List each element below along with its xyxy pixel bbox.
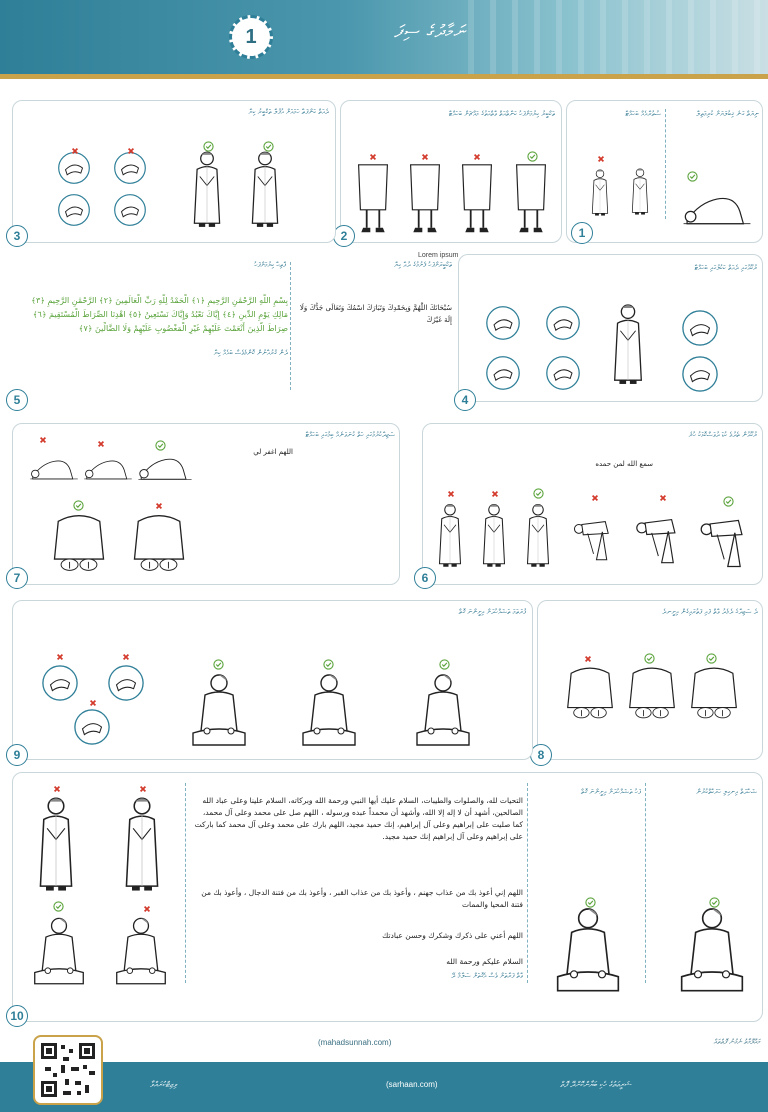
figure-standing-1 [589,163,611,223]
figure-tashahhud-wrong-2 [113,795,171,895]
footer-bar [0,1062,768,1112]
panel-10-divider-3 [645,783,646,983]
panel-number-1: 1 [571,222,593,244]
panel-number-9: 9 [6,744,28,766]
check-icon [53,901,64,912]
check-icon [687,171,698,182]
figure-sit-wrong-2 [107,663,145,703]
check-icon [723,496,734,507]
figure-sit-wrong-3 [73,707,111,747]
check-icon [439,659,450,670]
panel-10-divider-2 [527,783,528,983]
panel-10-divider-1 [185,783,186,983]
ruku-dhikr: سمع الله لمن حمده [595,460,653,468]
panel-7 [12,423,400,585]
figure-hand-detail-6 [681,355,719,393]
panel-5 [14,258,454,404]
check-icon [263,141,274,152]
panel-10-salam-note: ވާތް ފަރާތަށް ވެސް އެގޮތަށް ސަލާމް ދޭ [451,972,523,980]
check-icon [73,500,84,511]
footer-text-left: ވިޒިޓްކުރައްވާ [150,1080,177,1089]
check-icon [644,653,655,664]
panel-10-mid-text: ފަހު ތަޝައްހުދަށް އިށީންނަ ގޮތް [580,788,641,796]
footer-caption: މައުލޫމާތު ނެގުނު ފޮތްތައް [713,1038,760,1046]
figure-sujood-wrong-2 [83,450,133,484]
figure-hand-detail-3 [485,355,521,391]
check-icon [527,151,538,162]
cross-icon [143,905,151,913]
panel-10 [12,772,763,1022]
panel-6-text: ރުކޫޢުން ތެދުވެ ކުޑަ ދުވަސްކޮޅަކު ހުރެ [688,431,757,439]
figure-sujood-correct [137,448,193,484]
cross-icon [53,785,61,793]
cross-icon [155,502,163,510]
check-icon [585,897,596,908]
opening-dua: سُبْحَانَكَ اللَّهُمَّ وَبِحَمْدِكَ وَتَبَارَكَ اسْمُكَ وَتَعَالَى جَدُّكَ وَلَا إِلَهَ غَيْرُكَ [299,304,452,324]
panel-1 [566,100,763,243]
panel-8 [537,600,763,760]
page-title: ނަމާދުގެ ސިފަ [394,22,466,42]
figure-sit-wrong-1 [41,663,79,703]
figure-ruku-wrong-3 [523,500,553,572]
figure-tashahhud-correct [31,913,87,991]
qr-code[interactable] [33,1035,103,1105]
panel-5-note: ދެން ޤުރުއާނުން ކޮންމެވެސް ބައެއް ކިޔާ [213,349,288,357]
sujood-dhikr: اللهم اغفر لي [253,448,293,456]
figure-ruku-wrong-2 [479,500,509,572]
figure-prostrate [677,185,757,229]
panel-5-heading: ފާތިޙާ ކިޔުމަށްފަހު [254,261,286,269]
figure-final-sit-1 [553,903,623,999]
footer-text-right: ޝަރީޢަތުގެ ހެކި ބަޔާންކޮށްދޭ ފޮތް [560,1080,632,1089]
check-icon [706,653,717,664]
check-icon [213,659,224,670]
header-divider [0,74,768,79]
figure-sit-back-1 [564,663,616,723]
panel-7-text: ސަޖިދާކުރުމުގައި ހަތް ގުނަވަނެއް ބިމުގައި ބަހައްޓާ [305,431,395,439]
panel-6 [422,423,763,585]
qr-code-pattern [35,1037,101,1103]
figure-sit-correct-1 [189,671,249,751]
panel-10-right-text: ޝަހާދަތް އިނގިލި ހަރަކާތްކުރުން [696,788,757,796]
cross-icon [39,436,47,444]
cross-icon [659,494,667,502]
figure-sit-correct-3 [413,671,473,751]
figure-takbir-2 [247,149,283,231]
fatiha-line-3: صِرَاطَ الَّذِينَ أَنْعَمْتَ عَلَيْهِمْ غَيْرِ الْمَغْضُوبِ عَلَيْهِمْ وَلَا الضَّالِّينَ ﴿٧﴾ [78,324,288,333]
figure-hand-detail-5 [681,309,719,347]
cross-icon [584,655,592,663]
fatiha-line-1: بِسْمِ اللَّهِ الرَّحْمَٰنِ الرَّحِيمِ ﴿١﴾ الْحَمْدُ لِلَّهِ رَبِّ الْعَالَمِينَ ﴿٢﴾ الرَّحْمَٰنِ الرَّحِيمِ ﴿٣﴾ [31,296,288,305]
panel-5-divider [290,262,291,390]
cross-icon [56,653,64,661]
panel-2-text: ތަކްބީރު ކިޔުމަށްފަހު ކަނާތްއަތް ވާތްއަތުގެ މައްޗަށް ބަހައްޓާ [448,110,555,118]
figure-sit-correct-2 [299,671,359,751]
panel-number-10: 10 [6,1005,28,1027]
panel-number-7: 7 [6,567,28,589]
tashahhud-text: التحيات لله، والصلوات والطيبات، السلام عليك أيها النبي ورحمة الله وبركاته، السلام علينا وعلى عباد الله الصالحين، أشهد أن لا إله إلا الله، وأشهد أن محمداً عبده ورسوله ، اللهم صل على محمد وعلى آل محمد، كما صليت على إبراهيم وعلى آل إبراهيم، إنك حميد مجيد، اللهم بارك على محمد وعلى آل محمد كما باركت على إبراهيم وعلى آل إبراهيم إنك حميد مجيد. [194,796,523,841]
panel-number-2: 2 [333,225,355,247]
figure-hand-detail-1 [485,305,521,341]
panel-3-text: ދެއަތް ކަންފަތާ ހަމައަށް އުފުލާ ތަކްބީރު ކިޔާ [248,108,329,116]
panel-number-4: 4 [454,389,476,411]
figure-hands-wrong-1 [57,151,91,185]
cross-icon [421,153,429,161]
figure-sit-back-3 [688,663,740,723]
cross-icon [591,494,599,502]
panel-8-text: ދެ ސަޖިދާގެ ދެމެދު ވާތް ފައި ފަތުރައިގެން އިށީނދެ [662,608,758,616]
figure-hand-detail-4 [545,355,581,391]
panel-4-text: ރުކޫޢުގައި ދެއަތް ކަކުލުގައި ބަހައްޓާ [694,264,757,272]
placeholder-text: Lorem ipsum [418,252,459,259]
figure-feet-correct [513,163,549,235]
figure-bow-correct [699,508,753,570]
figure-feet-cross-2 [407,163,443,235]
page-number-badge: 1 [229,15,273,59]
figure-hand-detail-2 [545,305,581,341]
panel-number-3: 3 [6,225,28,247]
panel-1-text-left: ސުތުރާއެއް ބަހައްޓާ [625,110,661,118]
check-icon [323,659,334,670]
figure-ruku-wrong-1 [435,500,465,572]
figure-standing-2 [629,161,651,223]
figure-hands-wrong-2 [113,151,147,185]
footer-website-1[interactable]: (mahadsunnah.com) [318,1038,392,1047]
figure-tashahhud-wrong-3 [113,913,169,991]
figure-hands-wrong-4 [113,193,147,227]
figure-tashahhud-wrong-1 [27,795,85,895]
cross-icon [447,490,455,498]
figure-sujood-back-1 [49,510,109,576]
footer-website-2[interactable]: (sarhaan.com) [386,1080,438,1089]
figure-takbir-1 [189,149,225,231]
check-icon [203,141,214,152]
cross-icon [127,147,135,155]
panel-4 [458,254,763,402]
panel-5-right-text: ތަކްބީރަށްފަހު ފެށުމުގެ ދުޢާ ކިޔާ [394,261,452,269]
figure-sit-back-2 [626,663,678,723]
panel-1-text-right: ނިޔަތް ގަނެ ޤިބުލަޔަށް ކުރިމަތިލާ [696,110,759,118]
panel-9 [12,600,533,760]
check-icon [709,897,720,908]
figure-bow-wrong [573,508,617,566]
figure-sujood-back-2 [129,510,189,576]
final-dua: اللهم إني أعوذ بك من عذاب جهنم ، وأعوذ بك من عذاب القبر ، وأعوذ بك من فتنة الدجال ، وأعوذ بك من فتنة المحيا والممات [201,888,523,909]
figure-final-sit-2 [677,903,747,999]
cross-icon [473,153,481,161]
cross-icon [97,440,105,448]
panel-number-8: 8 [530,744,552,766]
cross-icon [139,785,147,793]
figure-feet-cross-1 [355,163,391,235]
fatiha-line-2: مَالِكِ يَوْمِ الدِّينِ ﴿٤﴾ إِيَّاكَ نَعْبُدُ وَإِيَّاكَ نَسْتَعِينُ ﴿٥﴾ اهْدِنَا الصِّرَاطَ الْمُسْتَقِيمَ ﴿٦﴾ [32,310,288,319]
figure-hands-wrong-3 [57,193,91,227]
dua-after: اللهم أعني على ذكرك وشكرك وحسن عبادتك [382,931,523,940]
panel-3 [12,100,336,243]
cross-icon [71,147,79,155]
cross-icon [597,155,605,163]
figure-feet-cross-3 [459,163,495,235]
check-icon [533,488,544,499]
figure-sujood-wrong-1 [29,450,79,484]
panel-1-divider [665,109,666,219]
cross-icon [122,653,130,661]
salam-text: السلام عليكم ورحمة الله [446,957,523,966]
panel-number-5: 5 [6,389,28,411]
cross-icon [89,699,97,707]
cross-icon [491,490,499,498]
cross-icon [369,153,377,161]
panel-number-6: 6 [414,567,436,589]
figure-standing-arms [609,295,647,395]
panel-2 [340,100,562,243]
check-icon [155,440,166,451]
panel-9-text: ފުރަތަމަ ތަޝައްހުދަށް އިށީންނަ ގޮތް [458,608,526,616]
figure-bow-wrong-2 [635,508,685,566]
